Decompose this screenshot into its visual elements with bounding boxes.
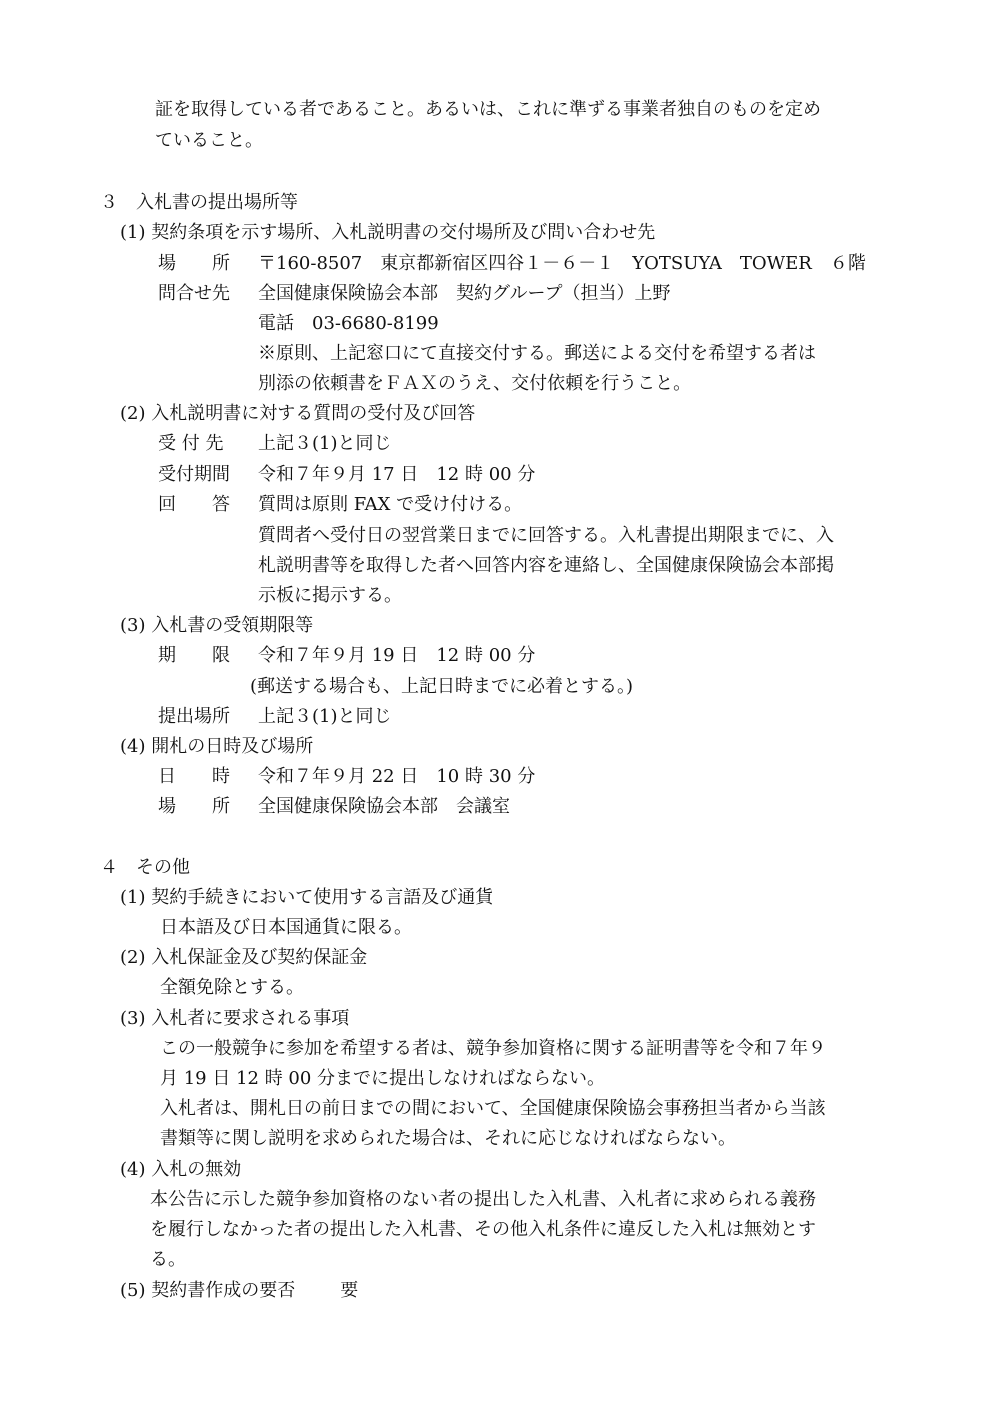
section-4-5-row: [120, 1276, 358, 1306]
deadline-row: [158, 641, 535, 671]
period-label: 受付期間: [158, 464, 230, 485]
section-4-3-p1-line2: 月 19 日 12 時 00 分までに提出しなければならない。: [160, 1068, 606, 1089]
answer-cont-1: 質問者へ受付日の翌営業日までに回答する。入札書提出期限までに、入: [258, 525, 834, 546]
recv-label: 受 付 先: [158, 433, 224, 454]
opening-place-value: 全国健康保険協会本部 会議室: [258, 796, 510, 817]
section-4-4-line2: を履行しなかった者の提出した入札書、その他入札条件に違反した入札は無効とす: [150, 1219, 816, 1240]
answer-label: 回 答: [158, 494, 230, 515]
section-4-1-title: (1) 契約手続きにおいて使用する言語及び通貨: [120, 887, 494, 908]
opening-place-row: [158, 792, 510, 822]
submit-label: 提出場所: [158, 706, 230, 727]
intro-line-2: ていること。: [155, 130, 263, 151]
opening-place-label: 場 所: [158, 796, 230, 817]
section-4-3-p2-line1: 入札者は、開札日の前日までの間において、全国健康保険協会事務担当者から当該: [160, 1098, 826, 1119]
section-4-5-title: (5) 契約書作成の要否: [120, 1280, 296, 1301]
contact-label: 問合せ先: [158, 283, 230, 304]
intro-line-1: 証を取得している者であること。あるいは、これに準ずる事業者独自のものを定め: [155, 99, 821, 120]
section-3-2-title: (2) 入札説明書に対する質問の受付及び回答: [120, 403, 476, 424]
section-4-2-title: (2) 入札保証金及び契約保証金: [120, 947, 368, 968]
note-line-1: ※原則、上記窓口にて直接交付する。郵送による交付を希望する者は: [258, 343, 816, 364]
section-4-3-p1-line1: この一般競争に参加を希望する者は、競争参加資格に関する証明書等を令和７年９: [160, 1038, 826, 1059]
section-4-4-title: (4) 入札の無効: [120, 1159, 242, 1180]
section-4-5-value: 要: [340, 1280, 359, 1301]
section-4-heading: ４ その他: [100, 857, 190, 878]
section-4-2-body: 全額免除とする。: [160, 977, 304, 998]
place-label: 場 所: [158, 253, 230, 274]
answer-cont-2: 札説明書等を取得した者へ回答内容を連絡し、全国健康保険協会本部掲: [258, 555, 834, 576]
section-3-4-title: (4) 開札の日時及び場所: [120, 736, 314, 757]
answer-value: 質問は原則 FAX で受け付ける。: [258, 494, 523, 515]
answer-cont-3: 示板に掲示する。: [258, 585, 402, 606]
section-4-3-title: (3) 入札者に要求される事項: [120, 1008, 350, 1029]
submit-value: 上記３(1)と同じ: [258, 706, 392, 727]
contact-row: [158, 279, 671, 309]
contact-value: 全国健康保険協会本部 契約グループ（担当）上野: [258, 283, 671, 304]
opening-date-label: 日 時: [158, 766, 230, 787]
section-3-heading: ３ 入札書の提出場所等: [100, 192, 298, 213]
section-3-1-title: (1) 契約条項を示す場所、入札説明書の交付場所及び問い合わせ先: [120, 222, 656, 243]
period-row: [158, 460, 535, 490]
submit-row: [158, 702, 392, 732]
section-4-1-body: 日本語及び日本国通貨に限る。: [160, 917, 412, 938]
place-row: [158, 249, 866, 279]
note-line-2: 別添の依頼書をＦＡＸのうえ、交付依頼を行うこと。: [258, 373, 692, 394]
section-4-3-p2-line2: 書類等に関し説明を求められた場合は、それに応じなければならない。: [160, 1128, 736, 1149]
answer-row: [158, 490, 522, 520]
deadline-note: (郵送する場合も、上記日時までに必着とする。): [250, 676, 634, 697]
section-3-3-title: (3) 入札書の受領期限等: [120, 615, 314, 636]
place-value: 〒160-8507 東京都新宿区四谷１－６－１ YOTSUYA TOWER ６階: [258, 253, 866, 274]
opening-date-value: 令和７年９月 22 日 10 時 30 分: [258, 766, 536, 787]
period-value: 令和７年９月 17 日 12 時 00 分: [258, 464, 536, 485]
opening-date-row: [158, 762, 535, 792]
recv-row: [158, 429, 392, 459]
section-4-4-line3: る。: [150, 1249, 186, 1270]
section-4-4-line1: 本公告に示した競争参加資格のない者の提出した入札書、入札者に求められる義務: [150, 1189, 816, 1210]
recv-value: 上記３(1)と同じ: [258, 433, 392, 454]
deadline-label: 期 限: [158, 645, 230, 666]
phone-number: 電話 03-6680-8199: [258, 313, 439, 334]
deadline-value: 令和７年９月 19 日 12 時 00 分: [258, 645, 536, 666]
